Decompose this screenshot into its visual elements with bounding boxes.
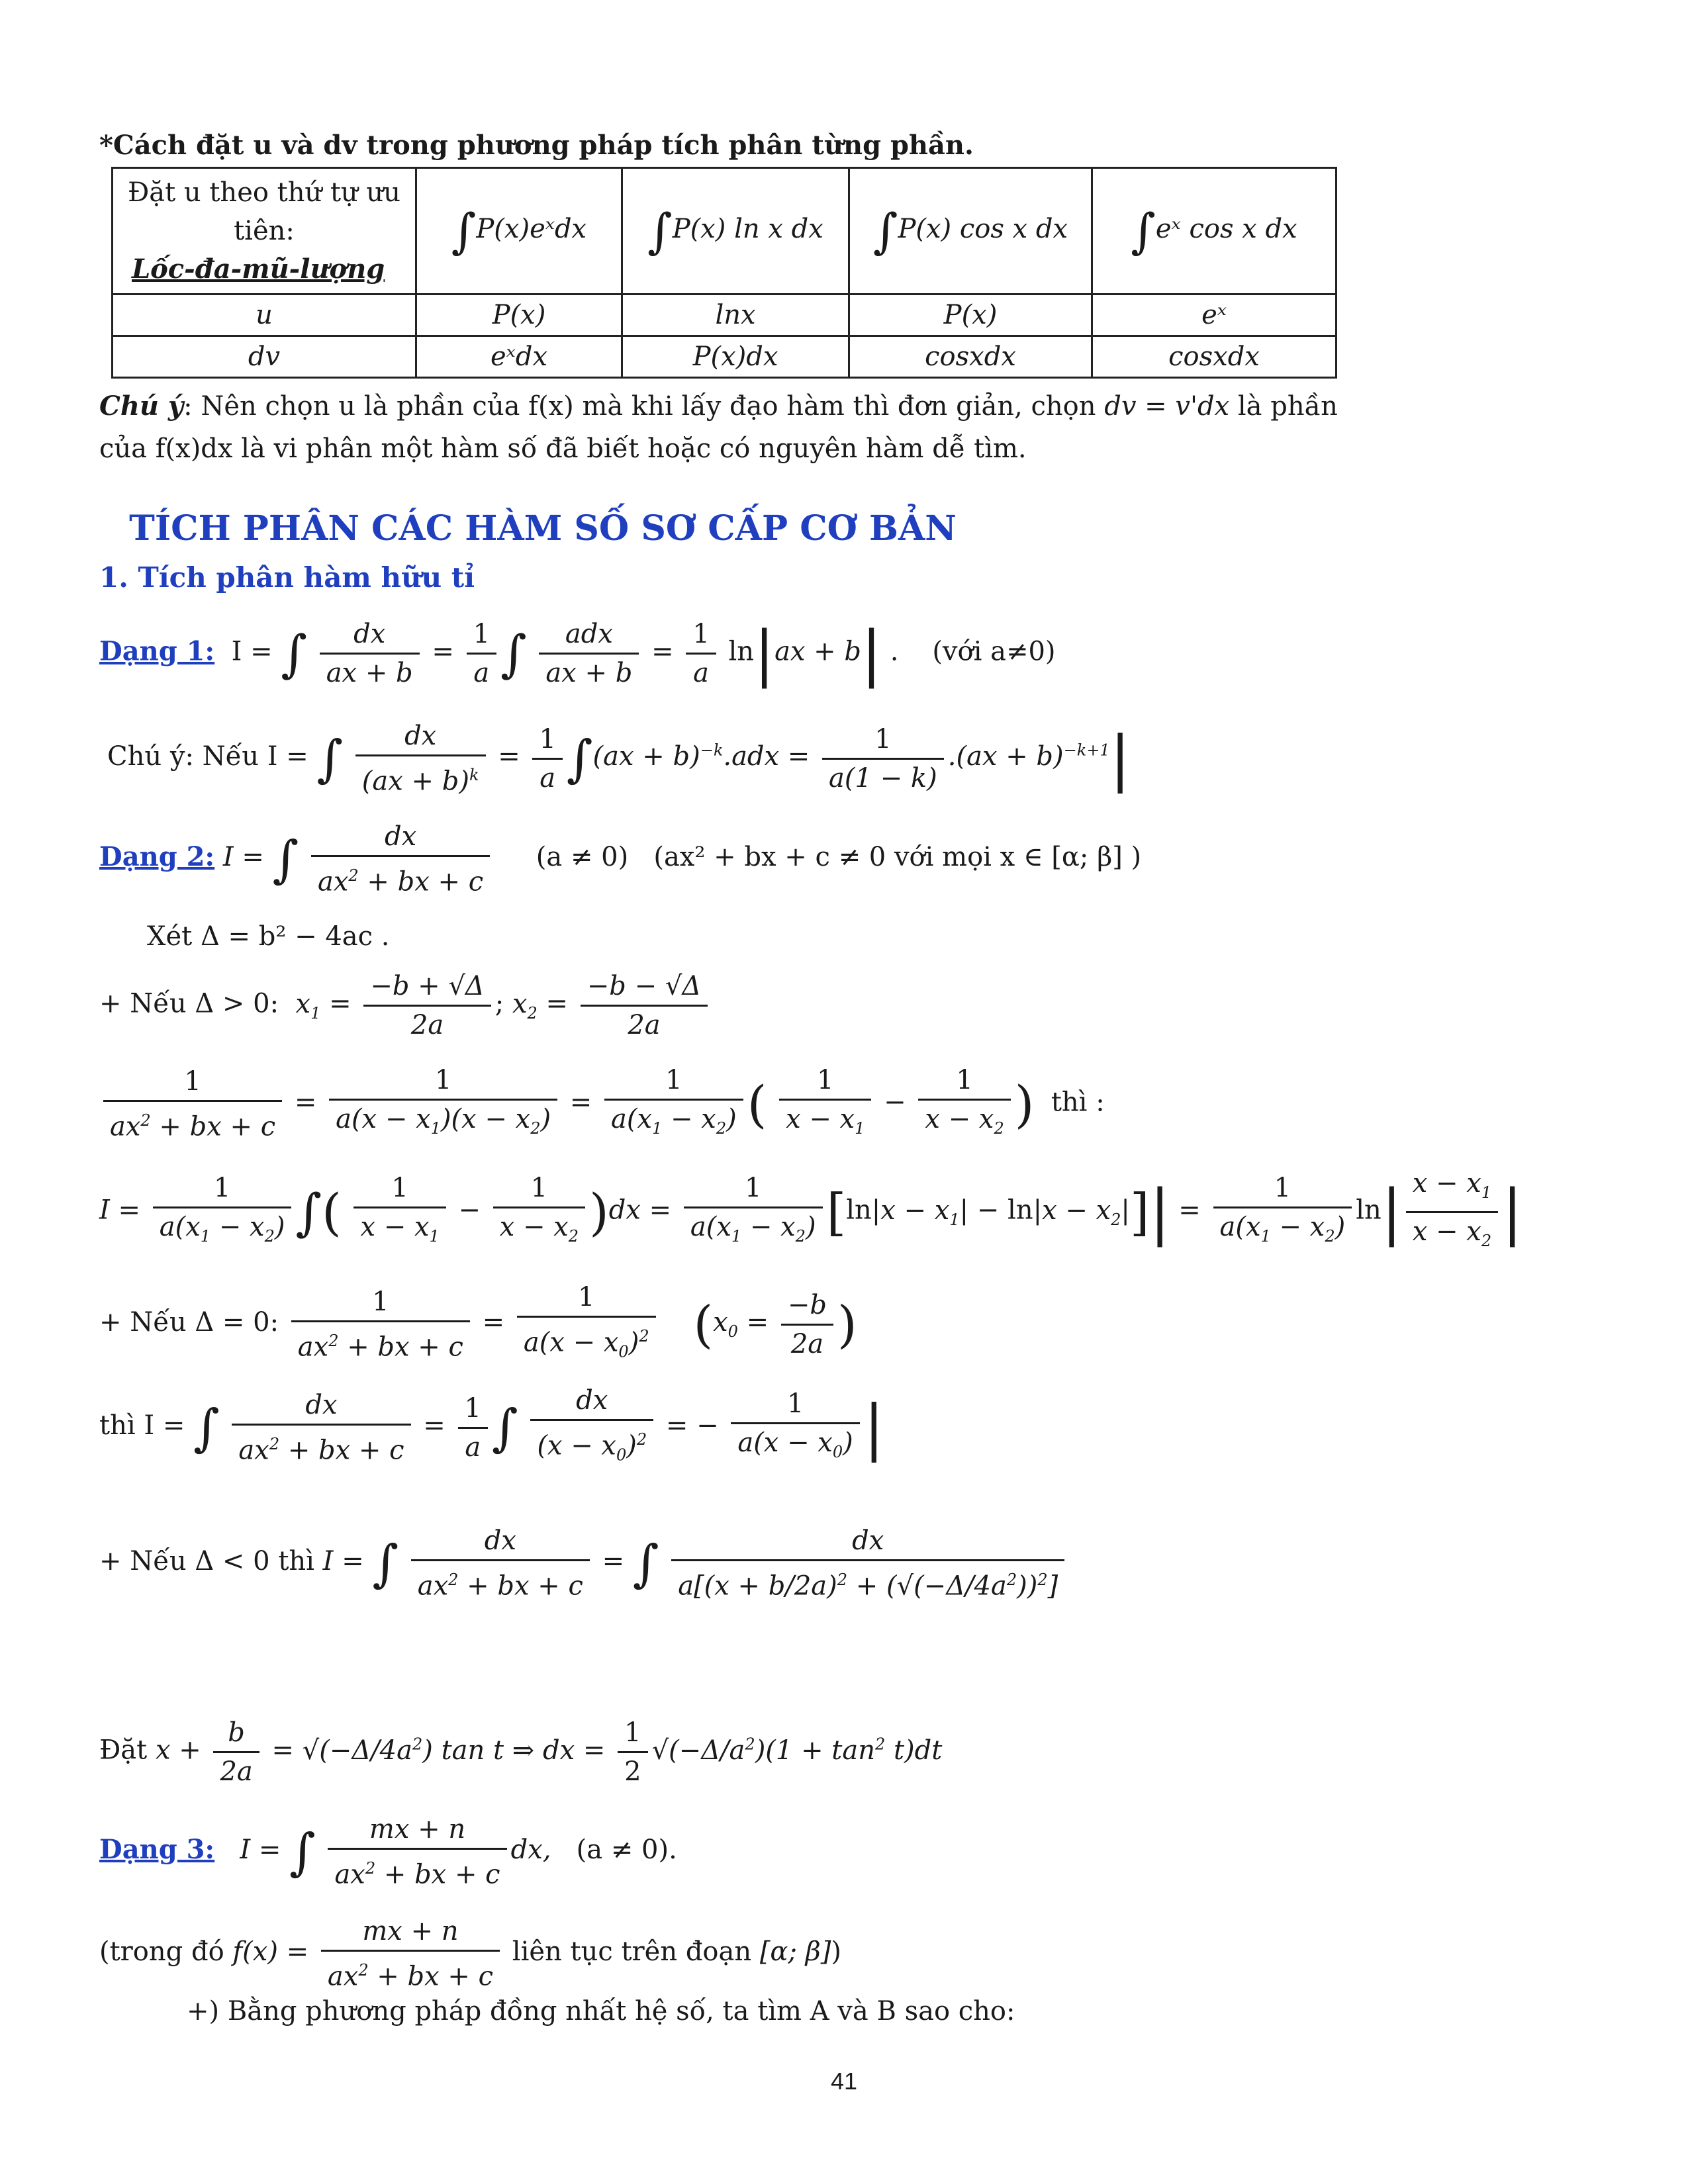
delta-negative-line: + Nếu Δ < 0 thì I = ∫ $\frac{dx}{ax^2 + bx + c}$ = ∫ $\frac{dx}{a[(x + b/2a)^2 + (√(-\Delta/4a^2))^2]}$	[99, 1522, 1068, 1604]
integral-result-two-roots: I = $\frac{1}{a(x_1 - x_2)}$ ∫( $\frac{1}{x - x_1}$ − $\frac{1}{x - x_2}$ )dx = $\frac{1}{a(x_1 - x_2)}$ $[\ln|x - x_1| - \ln|x - x_2|]|$ = $\frac{1}{a(x_1 - x_2)}$ ln| $\frac{x - x_1}{x - x_2}$ |	[99, 1165, 1523, 1259]
delta-positive-label: + Nếu Δ > 0:	[99, 988, 279, 1019]
note-line1-b: là phần	[1229, 391, 1338, 422]
dang1-label: Dạng 1:	[99, 635, 215, 667]
row-label-u: u	[113, 295, 416, 336]
priority-cell	[113, 168, 416, 295]
note-line2: của f(x)dx là vi phân một hàm số đã biết hoặc có nguyên hàm dễ tìm.	[99, 433, 1027, 464]
u-cell-4: eˣ	[1092, 295, 1336, 336]
delta-positive-roots: + Nếu Δ > 0: $x_1$ = $\frac{-b + √\Delta}{2a}$ ; $x_2$ = $\frac{-b - √\Delta}{2a}$	[99, 968, 712, 1044]
header-col-3: ∫P(x) cos x dx	[849, 168, 1092, 295]
note-paragraph	[99, 385, 1344, 470]
note-label: Chú ý	[99, 390, 184, 422]
dang3-formula: Dạng 3: I = ∫ $\frac{mx + n}{ax^2 + bx + c}$ dx, (a ≠ 0).	[99, 1811, 677, 1893]
note-formula: dv = v'dx	[1104, 391, 1230, 422]
priority-text-2: tiên:	[234, 216, 295, 246]
section-title: TÍCH PHÂN CÁC HÀM SỐ SƠ CẤP CƠ BẢN	[129, 508, 957, 549]
section-heading: *Cách đặt u và dv trong phương pháp tích phân từng phần.	[99, 130, 974, 161]
dat-label: Đặt	[99, 1735, 148, 1766]
dang3-cond: (a ≠ 0).	[576, 1835, 677, 1866]
header-col-4: ∫eˣ cos x dx	[1092, 168, 1336, 295]
thi-I-label: thì I =	[99, 1410, 185, 1441]
dang1-condition: (với a≠0)	[932, 636, 1056, 667]
priority-text-1: Đặt u theo thứ tự ưu	[127, 177, 401, 208]
dv-cell-3: cosxdx	[849, 336, 1092, 378]
trong-do-text: (trong đó	[99, 1936, 224, 1968]
u-cell-2: lnx	[622, 295, 849, 336]
dang2-cond1: (a ≠ 0)	[536, 842, 629, 873]
dang2-label: Dạng 2:	[99, 841, 215, 873]
parts-table	[111, 167, 1337, 379]
mnemonic: Lốc-đa-mũ-lượng	[132, 253, 385, 285]
subsection-title: 1. Tích phân hàm hữu tỉ	[99, 561, 475, 594]
row-label-dv: dv	[113, 336, 416, 378]
table-header-row	[113, 168, 1336, 295]
header-integrand-2: P(x) ln x dx	[672, 214, 823, 244]
header-col-1: ∫P(x)eˣdx	[416, 168, 622, 295]
dang2-formula: Dạng 2: I = ∫ $\frac{dx}{ax^2 + bx + c}$ (a ≠ 0) (ax² + bx + c ≠ 0 với mọi x ∈ [α; β] )	[99, 818, 1141, 900]
dv-cell-1: eˣdx	[416, 336, 622, 378]
delta-negative-label: + Nếu Δ < 0 thì	[99, 1546, 314, 1577]
partial-fraction-line: $\frac{1}{ax^2 + bx + c}$ = $\frac{1}{a(x - x_1)(x - x_2)}$ = $\frac{1}{a(x_1 - x_2)}$ ( $\frac{1}{x - x_1}$ − $\frac{1}{x - x_2}$ ) thì :	[99, 1062, 1105, 1147]
dv-cell-2: P(x)dx	[622, 336, 849, 378]
substitution-line: Đặt x + $\frac{b}{2a}$ = $√(-\Delta/4a^2)$ tan t ⇒ dx = $\frac{1}{2}$ $√(-\Delta/a^2)(1 + \tan^2 t)dt$	[99, 1714, 942, 1790]
u-cell-3: P(x)	[849, 295, 1092, 336]
dang3-label: Dạng 3:	[99, 1834, 215, 1866]
last-line: +) Bằng phương pháp đồng nhất hệ số, ta tìm A và B sao cho:	[187, 1996, 1015, 2026]
u-cell-1: P(x)	[416, 295, 622, 336]
header-integrand-3: P(x) cos x dx	[898, 214, 1068, 244]
continuity-line: (trong đó f(x) = $\frac{mx + n}{ax^2 + bx + c}$ liên tục trên đoạn [α; β])	[99, 1913, 841, 1995]
dang2-cond2: (ax² + bx + c ≠ 0 với mọi x ∈ [α; β] )	[653, 842, 1142, 873]
note-line1-a: : Nên chọn u là phần của f(x) mà khi lấy đạo hàm thì đơn giản, chọn	[183, 391, 1105, 422]
lien-tuc-text: liên tục trên đoạn	[512, 1936, 752, 1968]
dv-cell-4: cosxdx	[1092, 336, 1336, 378]
header-integrand-1: P(x)eˣdx	[476, 214, 587, 244]
table-row-dv	[113, 336, 1336, 378]
delta-zero-label: + Nếu Δ = 0:	[99, 1307, 279, 1338]
header-col-2: ∫P(x) ln x dx	[622, 168, 849, 295]
table-row-u	[113, 295, 1336, 336]
xet-line: Xét Δ = b² − 4ac .	[147, 921, 390, 952]
page-number: 41	[830, 2068, 858, 2095]
delta-zero-line: + Nếu Δ = 0: $\frac{1}{ax^2 + bx + c}$ = $\frac{1}{a(x - x_0)^2}$ ($x_0$ = $\frac{-b}{2a}$ )	[99, 1279, 857, 1370]
header-integrand-4: eˣ cos x dx	[1155, 214, 1297, 244]
dang1-formula: Dạng 1: I = ∫ $\frac{dx}{ax + b}$ = $\frac{1}{a}$ ∫ $\frac{\text{adx}}{ax + b}$ = $\frac{1}{a}$ ln|ax + b| . (với a≠0)	[99, 615, 1056, 692]
chuy-formula: Chú ý: Nếu I = ∫ $\frac{dx}{(ax + b)^k}$ = $\frac{1}{a}$ ∫(ax + b)$^{-k}$.adx = $\frac{1}{a(1 - k)}$ .(ax + b)$^{-k+1}$|	[107, 717, 1131, 799]
thi-text: thì :	[1051, 1087, 1105, 1118]
chuy-label: Chú ý: Nếu I =	[107, 741, 308, 772]
delta-zero-integral: thì I = ∫ $\frac{dx}{ax^2 + bx + c}$ = $\frac{1}{a}$ ∫ $\frac{dx}{(x - x_0)^2}$ = − $\frac{1}{a(x - x_0)}$ |	[99, 1382, 884, 1473]
